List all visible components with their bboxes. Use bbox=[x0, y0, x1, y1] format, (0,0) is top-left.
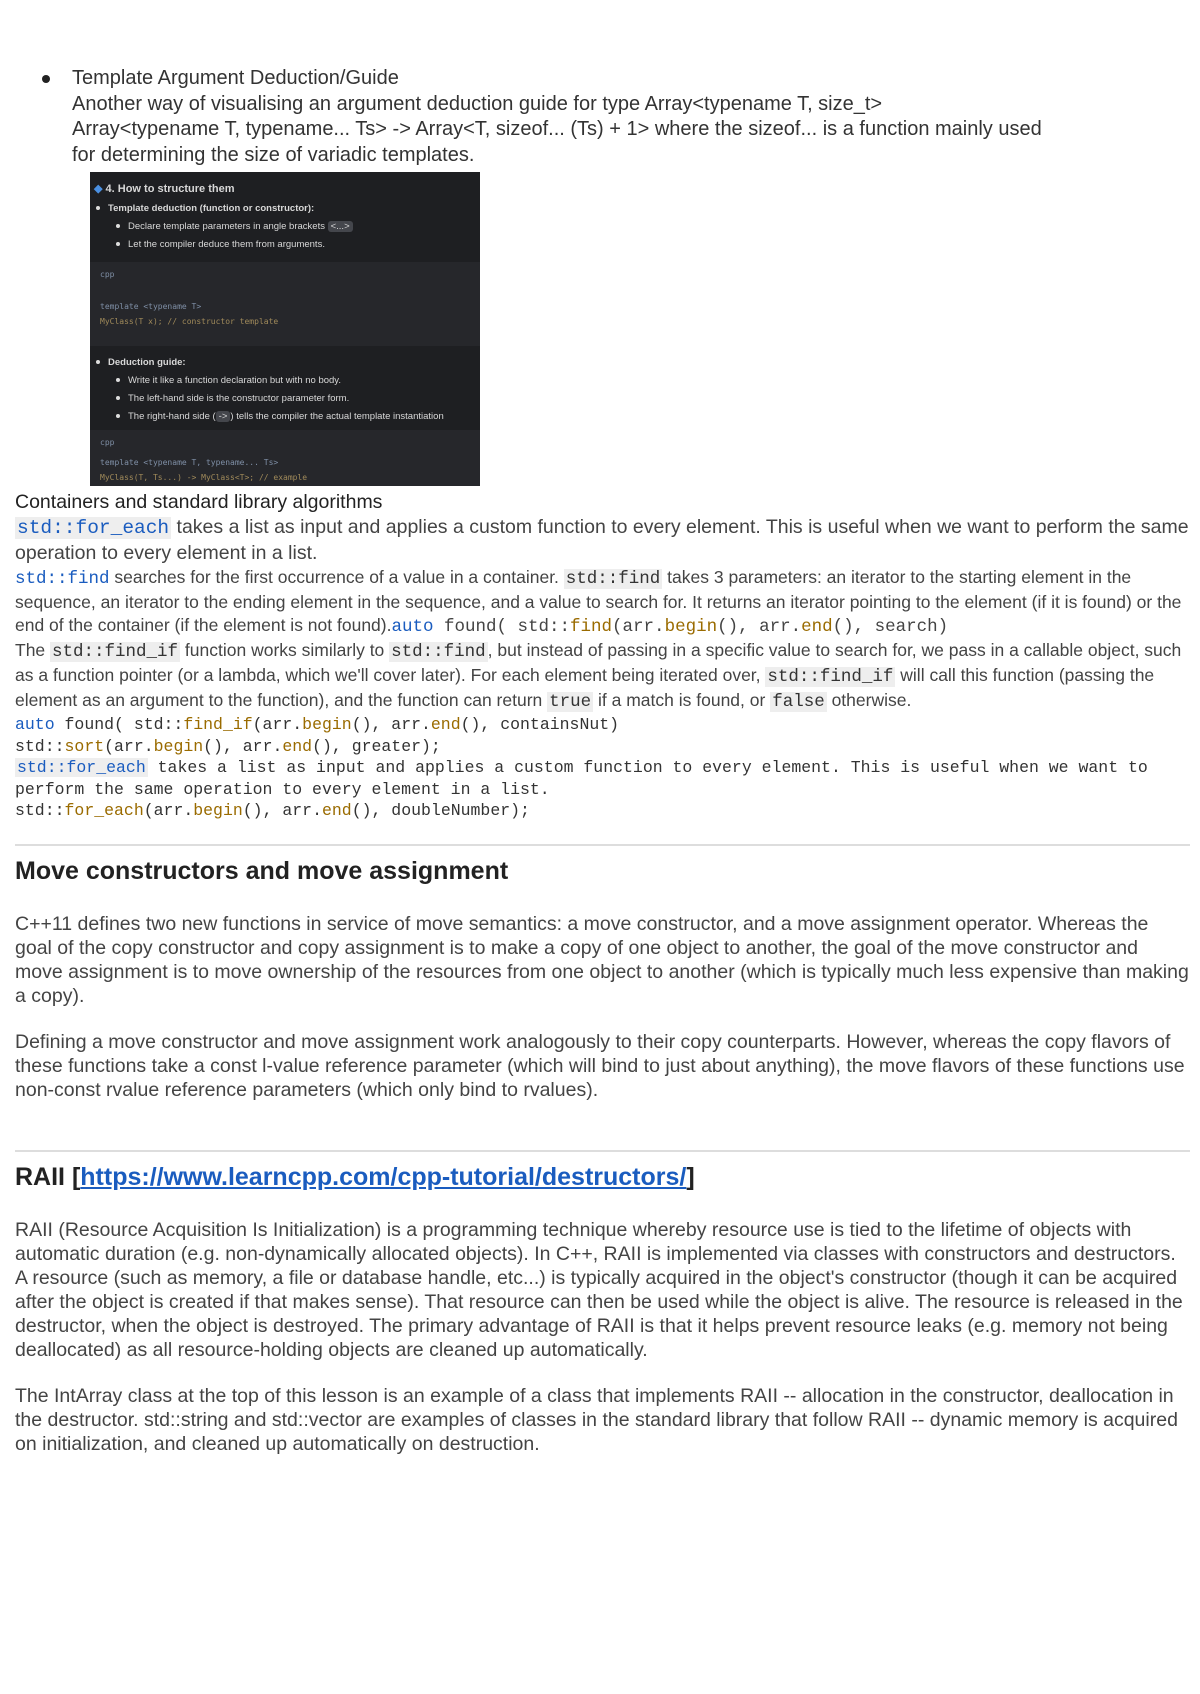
code-text: (), arr. bbox=[203, 736, 283, 756]
shot-lang: cpp bbox=[100, 438, 115, 447]
section-heading: Move constructors and move assignment bbox=[15, 856, 509, 885]
shot-code-line: template <typename T, typename... Ts> bbox=[100, 458, 279, 467]
shot-text: ) tells the compiler the actual template instantiation bbox=[230, 411, 444, 422]
paragraph-text: otherwise. bbox=[826, 690, 912, 710]
code-line bbox=[15, 800, 1190, 822]
bullet-item bbox=[0, 66, 1190, 486]
code-text: std:: bbox=[15, 736, 65, 756]
shot-bullet-icon bbox=[116, 414, 120, 418]
code-text: (), arr. bbox=[351, 715, 431, 734]
bullet-line: Another way of visualising an argument deduction guide for type Array<typename T, size_t> bbox=[72, 92, 883, 115]
paragraph: C++11 defines two new functions in service of move semantics: a move constructor, and a move assignment operator. Whereas the goal of the copy constructor and copy assignment is to make a copy of one object to another, the goal of the move constructor and move assignment is to move ownership of the resources from one object to another (which is typically much less expensive than making a copy). bbox=[15, 912, 1189, 1007]
paragraph bbox=[15, 515, 1190, 566]
shot-bullet-icon bbox=[116, 378, 120, 382]
code-line bbox=[15, 714, 1190, 736]
paragraph bbox=[15, 639, 1190, 714]
shot-bullet-icon bbox=[96, 360, 100, 364]
shot-bullet-icon bbox=[116, 242, 120, 246]
shot-chip: -> bbox=[216, 411, 231, 422]
shot-text: The right-hand side ( bbox=[128, 411, 216, 422]
paragraph bbox=[15, 566, 1190, 639]
shot-text: Write it like a function declaration but with no body. bbox=[128, 375, 341, 386]
diamond-icon: ◆ bbox=[94, 183, 103, 195]
inline-code: std::find_if bbox=[52, 642, 179, 662]
shot-text: Deduction guide: bbox=[108, 357, 186, 368]
bullet-icon bbox=[42, 75, 50, 83]
code-text: (), arr. bbox=[242, 801, 322, 820]
shot-lang: cpp bbox=[100, 270, 115, 279]
code-function: find_if bbox=[183, 715, 253, 734]
paragraph-text: takes a list as input and applies a custom function to every element. This is useful when we want to perform the same operation to every element in a list. bbox=[15, 516, 1189, 564]
document-page bbox=[15, 66, 1190, 1456]
code-text: (arr. bbox=[143, 801, 194, 820]
bullet-line: Array<typename T, typename... Ts> -> Array<T, sizeof... (Ts) + 1> where the sizeof... is a function mainly used bbox=[72, 118, 1042, 140]
code-keyword: auto bbox=[391, 617, 434, 637]
paragraph-text: , but instead of passing in a specific value to search for, we pass in a callable object, such as a function pointer (or a lambda, which we'll cover later). For each element being iterated over, bbox=[15, 640, 1182, 685]
shot-bullet-icon bbox=[116, 396, 120, 400]
code-text: found( std:: bbox=[433, 617, 571, 637]
heading-text: ] bbox=[686, 1162, 695, 1191]
code-line bbox=[15, 736, 1190, 758]
paragraph: RAII (Resource Acquisition Is Initialization) is a programming technique whereby resource use is tied to the lifetime of objects with automatic duration (e.g. non-dynamically allocated objects). In C++, RAII is implemented via classes with constructors and destructors. A resource (such as memory, a file or database handle, etc...) is typically acquired in the object's constructor (though it can be acquired after the object is created if that makes sense). That resource can then be used while the object is alive. The resource is released in the destructor, when the object is destroyed. The primary advantage of RAII is that it helps prevent resource leaks (e.g. memory not being deallocated) as all resource-holding objects are cleaned up automatically. bbox=[15, 1218, 1183, 1361]
code-function: end bbox=[801, 617, 833, 637]
section-title: Containers and standard library algorithms bbox=[15, 491, 383, 513]
inline-code: std::find bbox=[565, 569, 661, 589]
inline-code: std::for_each bbox=[17, 517, 170, 539]
code-function: for_each bbox=[64, 801, 144, 820]
inline-code: std::find bbox=[391, 642, 486, 662]
paragraph-text: takes 3 parameters: an iterator to the starting element in the sequence, an iterator to the ending element in the sequence, and a value to search for. It returns an iterator pointing to the element (if it is found) or the end of the container (if the element is not found). bbox=[15, 567, 1182, 635]
inline-code: false bbox=[772, 692, 825, 712]
inline-code: std::for_each bbox=[17, 758, 146, 777]
code-function: find bbox=[570, 617, 613, 637]
shot-text: Declare template parameters in angle brackets bbox=[128, 221, 328, 232]
destructors-link[interactable]: https://www.learncpp.com/cpp-tutorial/destructors/ bbox=[80, 1162, 687, 1191]
code-function: end bbox=[430, 715, 461, 734]
code-text: (), containsNut) bbox=[460, 715, 620, 734]
code-function: begin bbox=[302, 715, 352, 734]
divider bbox=[15, 844, 1190, 846]
paragraph-text: will call this function (passing the element as an argument to the function), and the function can return bbox=[15, 665, 1155, 710]
code-text: takes a list as input and applies a custom function to every element. This is useful when we want to perform the same operation to every element in a list. bbox=[15, 758, 1158, 799]
paragraph-text: function works similarly to bbox=[180, 640, 390, 660]
shot-chip: <...> bbox=[328, 221, 353, 232]
paragraph: The IntArray class at the top of this lesson is an example of a class that implements RAII -- allocation in the constructor, deallocation in the destructor. std::string and std::vector are examples of classes in the standard library that follow RAII -- dynamic memory is acquired on initialization, and cleaned up automatically on destruction. bbox=[15, 1384, 1178, 1455]
code-text: (), greater); bbox=[312, 736, 441, 756]
shot-code-line: template <typename T> bbox=[100, 302, 202, 311]
code-text: (), doubleNumber); bbox=[351, 801, 530, 820]
code-text: (arr. bbox=[104, 736, 154, 756]
bullet-line: for determining the size of variadic templates. bbox=[72, 143, 475, 166]
code-function: begin bbox=[664, 617, 718, 637]
paragraph-text: searches for the first occurrence of a value in a container. bbox=[109, 567, 564, 587]
code-function: end bbox=[282, 736, 313, 756]
code-function: end bbox=[321, 801, 352, 820]
code-function: begin bbox=[153, 736, 204, 756]
shot-heading: 4. How to structure them bbox=[105, 183, 235, 195]
shot-code-line: MyClass(T, Ts...) -> MyClass<T>; // example bbox=[100, 473, 308, 482]
code-text: std:: bbox=[15, 801, 65, 820]
embedded-screenshot bbox=[90, 172, 480, 486]
inline-code: std::find_if bbox=[767, 667, 894, 687]
code-function: begin bbox=[193, 801, 243, 820]
code-text: found( std:: bbox=[54, 715, 184, 734]
shot-text: Template deduction (function or constructor): bbox=[108, 203, 315, 214]
code-function: sort bbox=[64, 736, 105, 756]
shot-bullet-icon bbox=[116, 224, 120, 228]
shot-text: The left-hand side is the constructor parameter form. bbox=[128, 393, 350, 404]
section-heading bbox=[15, 1162, 1190, 1192]
code-keyword: auto bbox=[15, 715, 55, 734]
paragraph-text: The bbox=[15, 640, 51, 660]
shot-text: Let the compiler deduce them from arguments. bbox=[128, 239, 325, 250]
code-text: (), arr. bbox=[717, 617, 802, 637]
shot-bullet-icon bbox=[96, 206, 100, 210]
code-text: (), search) bbox=[832, 617, 949, 637]
inline-code: true bbox=[549, 692, 592, 712]
shot-code-line: MyClass(T x); // constructor template bbox=[100, 317, 279, 326]
paragraph-text: if a match is found, or bbox=[593, 690, 771, 710]
code-line bbox=[15, 757, 1190, 800]
inline-code: std::find bbox=[15, 569, 110, 589]
divider bbox=[15, 1150, 1190, 1152]
heading-text: RAII [ bbox=[15, 1162, 81, 1191]
paragraph: Defining a move constructor and move assignment work analogously to their copy counterparts. However, whereas the copy flavors of these functions take a const l-value reference parameter (which will bind to just about anything), the move flavors of these functions use non-const rvalue reference parameters (which only bind to rvalues). bbox=[15, 1030, 1185, 1101]
code-text: (arr. bbox=[252, 715, 303, 734]
bullet-title: Template Argument Deduction/Guide bbox=[72, 67, 399, 89]
code-text: (arr. bbox=[612, 617, 665, 637]
